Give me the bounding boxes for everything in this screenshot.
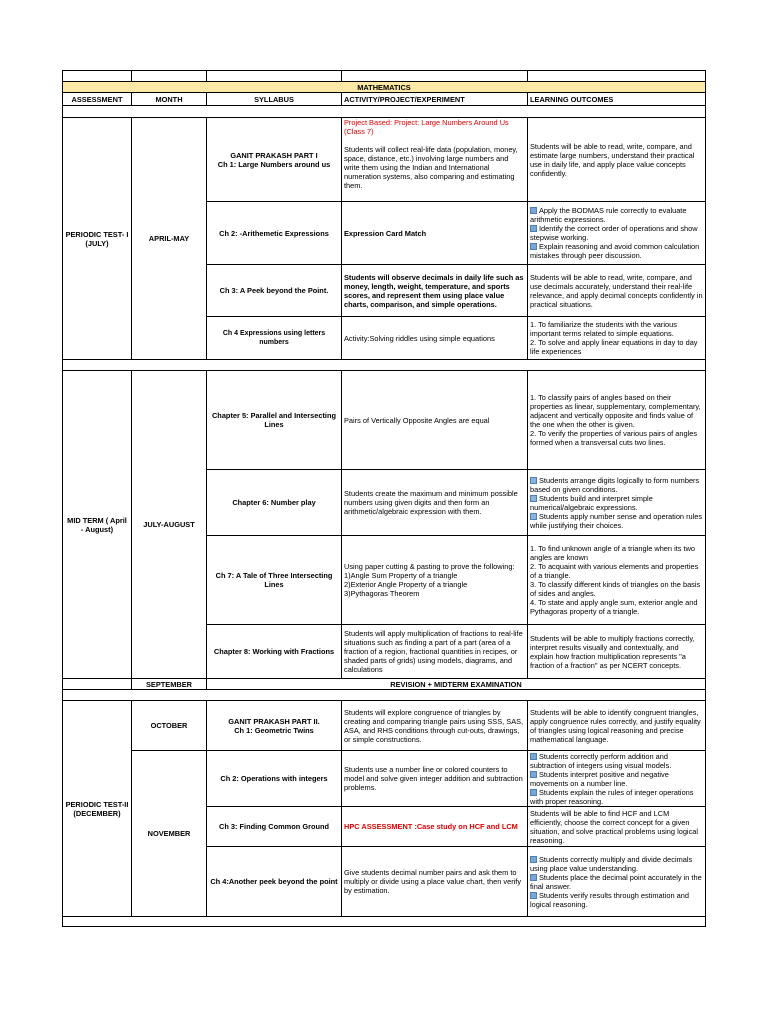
activity-cell: Students will explore congruence of triangles by creating and comparing triangle pairs using SSS, SAS, ASA, and RHS conditions through cut-outs, drawings, or simple constructions. [342, 701, 528, 751]
outcome-item: Students interpret positive and negative movements on a number line. [530, 769, 669, 788]
outcome-cell: Students will be able to read, write, compare, and estimate large numbers, understand their practical use in daily life, and apply place value concepts confidently. [528, 118, 706, 202]
activity-cell: Students use a number line or colored counters to model and solve given integer addition and subtraction problems. [342, 751, 528, 807]
month-cell: NOVEMBER [132, 751, 207, 917]
outcome-item: Students build and interpret simple numerical/algebraic expressions. [530, 493, 653, 512]
outcome-cell: Students will be able to read, write, compare, and use decimals accurately, understand their real-life relevance, and apply decimal concepts confidently in practical situations. [528, 265, 706, 317]
syllabus-cell: Ch 3: A Peek beyond the Point. [207, 265, 342, 317]
outcome-item: Students place the decimal point accurately in the final answer. [530, 872, 702, 891]
syllabus-cell: Chapter 6: Number play [207, 470, 342, 536]
outcome-cell [528, 202, 706, 265]
assessment-cell: PERIODIC TEST-II (DECEMBER) [63, 701, 132, 917]
activity-cell: Give students decimal number pairs and ask them to multiply or divide using a place value chart, then verify by estimation. [342, 847, 528, 917]
blank-row [63, 71, 706, 82]
outcome-cell: Students will be able to identify congruent triangles, apply congruence rules correctly, and justify equality of triangles using logical reasoning and precise mathematical language. [528, 701, 706, 751]
activity-title: Project Based: Project: Large Numbers Around Us (Class 7) [344, 118, 509, 136]
syllabus-cell: Ch 3: Finding Common Ground [207, 807, 342, 847]
syllabus-cell: Chapter 5: Parallel and Intersecting Lines [207, 371, 342, 470]
activity-body: Students will collect real-life data (population, money, space, distance, etc.) involving large numbers and write them using the Indian and International numeration systems, also comparing and estimating them. [344, 145, 518, 190]
outcome-item: Students apply number sense and operation rules while justifying their choices. [530, 511, 703, 530]
outcome-item: Apply the BODMAS rule correctly to evaluate arithmetic expressions. [530, 206, 687, 224]
outcome-cell: Students will be able to find HCF and LCM efficiently, choose the correct concept for a given situation, and solve practical problems using logical reasoning. [528, 807, 706, 847]
checkbox-icon [530, 225, 537, 232]
activity-cell: Pairs of Vertically Opposite Angles are equal [342, 371, 528, 470]
header-activity: ACTIVITY/PROJECT/EXPERIMENT [342, 93, 528, 106]
outcome-item: Students correctly multiply and divide decimals using place value understanding. [530, 854, 693, 873]
outcome-cell [528, 847, 706, 917]
outcome-cell [528, 470, 706, 536]
syllabus-cell: Ch 4 Expressions using letters numbers [207, 317, 342, 360]
table-row [63, 118, 706, 202]
activity-cell: Students will apply multiplication of fractions to real-life situations such as finding a part of a part (area of a fraction of a region, fractional quantities in recipes, or shaded parts of grids) using models, diagrams, and calculations [342, 625, 528, 679]
assessment-cell: MID TERM ( April - August) [63, 371, 132, 679]
header-assessment: ASSESSMENT [63, 93, 132, 106]
spacer-row [63, 106, 706, 118]
table-row [63, 679, 706, 690]
month-cell: OCTOBER [132, 701, 207, 751]
outcome-cell: 1. To classify pairs of angles based on their properties as linear, supplementary, complementary, adjacent and vertically opposite and finds value of the one when the other is given. 2. To verify the properties of various pairs of angles formed when a transversal cuts two lines. [528, 371, 706, 470]
checkbox-icon [530, 243, 537, 250]
activity-cell: Students create the maximum and minimum possible numbers using given digits and then form an arithmetic/algebraic expression with them. [342, 470, 528, 536]
curriculum-table [62, 70, 706, 927]
checkbox-icon [530, 874, 537, 881]
subject-title: MATHEMATICS [63, 82, 706, 93]
checkbox-icon [530, 892, 537, 899]
syllabus-cell: Chapter 8: Working with Fractions [207, 625, 342, 679]
checkbox-icon [530, 856, 537, 863]
checkbox-icon [530, 513, 537, 520]
table-row [63, 371, 706, 470]
checkbox-icon [530, 753, 537, 760]
outcome-item: Students verify results through estimation and logical reasoning. [530, 890, 689, 909]
header-month: MONTH [132, 93, 207, 106]
header-outcomes: LEARNING OUTCOMES [528, 93, 706, 106]
header-syllabus: SYLLABUS [207, 93, 342, 106]
month-cell: JULY-AUGUST [132, 371, 207, 679]
syllabus-cell: GANIT PRAKASH PART I Ch 1: Large Numbers around us [207, 118, 342, 202]
outcome-item: Students arrange digits logically to form numbers based on given conditions. [530, 475, 700, 494]
activity-cell [342, 118, 528, 202]
outcome-cell: 1. To familiarize the students with the various important terms related to simple equations. 2. To solve and apply linear equations in day to day life experiences [528, 317, 706, 360]
checkbox-icon [530, 477, 537, 484]
subject-row [63, 82, 706, 93]
blank-row [63, 917, 706, 927]
month-cell: SEPTEMBER [132, 679, 207, 690]
outcome-item: Explain reasoning and avoid common calculation mistakes through peer discussion. [530, 242, 700, 260]
syllabus-cell: Ch 2: -Arithemetic Expressions [207, 202, 342, 265]
outcome-item: Identify the correct order of operations and show stepwise working. [530, 224, 698, 242]
table-row [63, 701, 706, 751]
outcome-item: Students correctly perform addition and subtraction of integers using visual models. [530, 751, 672, 770]
assessment-cell: PERIODIC TEST- I (JULY) [63, 118, 132, 360]
checkbox-icon [530, 771, 537, 778]
syllabus-cell: Ch 4:Another peek beyond the point [207, 847, 342, 917]
activity-cell: HPC ASSESSMENT :Case study on HCF and LCM [342, 807, 528, 847]
table-row [63, 751, 706, 807]
checkbox-icon [530, 207, 537, 214]
checkbox-icon [530, 495, 537, 502]
outcome-cell: 1. To find unknown angle of a triangle when its two angles are known 2. To acquaint with various elements and properties of a triangle. 3. To classify different kinds of triangles on the basis of sides and angles. 4. To state and apply angle sum, exterior angle and Pythagoras property of a triangle. [528, 536, 706, 625]
outcome-item: Students explain the rules of integer operations with proper reasoning. [530, 787, 694, 806]
activity-cell: Using paper cutting & pasting to prove the following: 1)Angle Sum Property of a triangle 2)Exterior Angle Property of a triangle 3)Pythagoras Theorem [342, 536, 528, 625]
outcome-cell: Students will be able to multiply fractions correctly, interpret results visually and contextually, and explain how fraction multiplication represents "a fraction of a fraction" as per NCERT concepts. [528, 625, 706, 679]
header-row [63, 93, 706, 106]
outcome-cell [528, 751, 706, 807]
activity-cell: Students will observe decimals in daily life such as money, length, weight, temperature, and sports scores, and represent them using place value charts, comparison, and simple operations. [342, 265, 528, 317]
activity-cell: Activity:Solving riddles using simple equations [342, 317, 528, 360]
activity-cell: Expression Card Match [342, 202, 528, 265]
checkbox-icon [530, 789, 537, 796]
spacer-row [63, 360, 706, 371]
spacer-row [63, 690, 706, 701]
syllabus-cell: GANIT PRAKASH PART II. Ch 1: Geometric Twins [207, 701, 342, 751]
syllabus-cell: Ch 7: A Tale of Three Intersecting Lines [207, 536, 342, 625]
month-cell: APRIL-MAY [132, 118, 207, 360]
revision-cell: REVISION + MIDTERM EXAMINATION [207, 679, 706, 690]
syllabus-cell: Ch 2: Operations with integers [207, 751, 342, 807]
